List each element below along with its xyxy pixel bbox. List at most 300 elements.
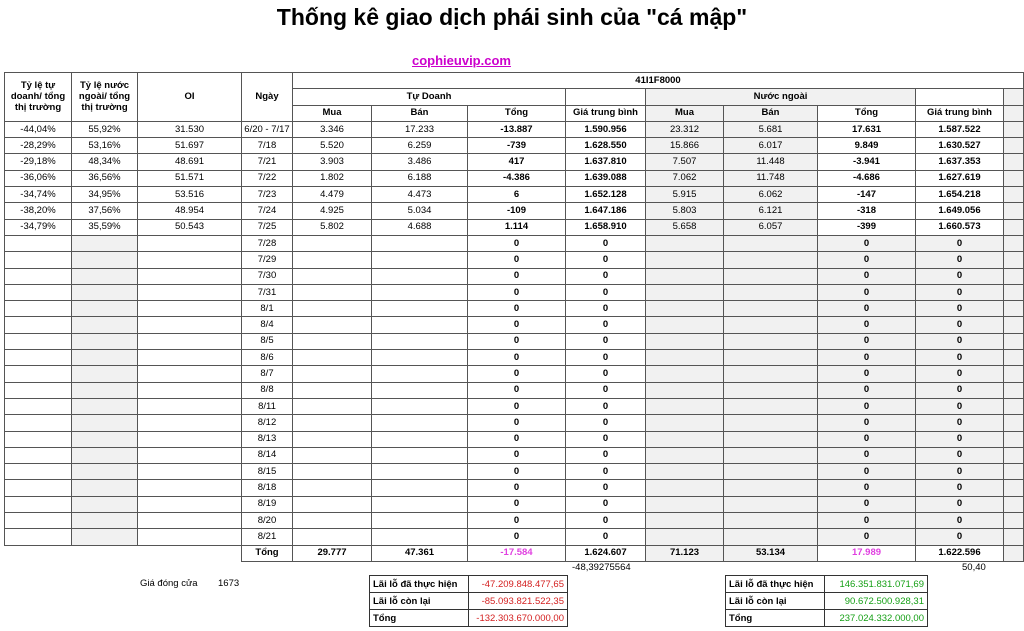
table-row bbox=[5, 317, 1024, 333]
cell-oi: 53.516 bbox=[138, 187, 242, 203]
cell-td-ratio bbox=[5, 350, 72, 366]
cell-td-mua: 4.925 bbox=[293, 203, 372, 219]
cell-td-ratio bbox=[5, 415, 72, 431]
cell-td-tong: 0 bbox=[468, 284, 566, 300]
cell-td-ratio bbox=[5, 382, 72, 398]
cell-date: 7/31 bbox=[242, 284, 293, 300]
cell-oi bbox=[138, 366, 242, 382]
cell-nn-ratio bbox=[72, 464, 138, 480]
cell-nn-ratio: 53,16% bbox=[72, 138, 138, 154]
cell-nn-ratio bbox=[72, 317, 138, 333]
cell-nn-mua bbox=[646, 235, 724, 251]
cell-nn-mua: 15.866 bbox=[646, 138, 724, 154]
pl-nn-remaining: 90.672.500.928,31 bbox=[825, 593, 928, 610]
cell-td-ban bbox=[372, 431, 468, 447]
cell-nn-gia: 1.587.522 bbox=[916, 121, 1004, 137]
cell-td-gia: 0 bbox=[566, 464, 646, 480]
table-row bbox=[5, 252, 1024, 268]
cell-td-mua bbox=[293, 415, 372, 431]
cell-nn-tong: -4.686 bbox=[818, 170, 916, 186]
cell-nn-tong: 0 bbox=[818, 447, 916, 463]
cell-td-ban bbox=[372, 252, 468, 268]
cell-nn-tong: -399 bbox=[818, 219, 916, 235]
cell-td-mua bbox=[293, 513, 372, 529]
cell-nn-ratio bbox=[72, 529, 138, 545]
pl-nuoc-ngoai bbox=[725, 575, 928, 627]
cell-overflow bbox=[1004, 447, 1024, 463]
cell-oi bbox=[138, 317, 242, 333]
cell-overflow bbox=[1004, 268, 1024, 284]
cell-td-tong: -4.386 bbox=[468, 170, 566, 186]
cell-overflow bbox=[1004, 235, 1024, 251]
cell-nn-gia: 1.637.353 bbox=[916, 154, 1004, 170]
table-row bbox=[5, 187, 1024, 203]
cell-nn-tong: 0 bbox=[818, 513, 916, 529]
cell-nn-mua bbox=[646, 350, 724, 366]
cell-nn-tong: 0 bbox=[818, 431, 916, 447]
header-nuoc-ngoai: Nước ngoài bbox=[646, 89, 916, 105]
cell-oi bbox=[138, 301, 242, 317]
cell-td-ban: 6.259 bbox=[372, 138, 468, 154]
cell-nn-gia: 0 bbox=[916, 366, 1004, 382]
cell-nn-gia: 0 bbox=[916, 529, 1004, 545]
cell-oi bbox=[138, 268, 242, 284]
cell-td-ratio: -34,74% bbox=[5, 187, 72, 203]
cell-td-mua: 1.802 bbox=[293, 170, 372, 186]
cell-nn-mua bbox=[646, 284, 724, 300]
total-nn-tong: 17.989 bbox=[818, 545, 916, 561]
cell-td-tong: 0 bbox=[468, 350, 566, 366]
cell-td-gia: 0 bbox=[566, 366, 646, 382]
cell-oi: 48.691 bbox=[138, 154, 242, 170]
cell-td-mua: 4.479 bbox=[293, 187, 372, 203]
table-row bbox=[5, 431, 1024, 447]
cell-td-mua bbox=[293, 284, 372, 300]
cell-nn-gia: 0 bbox=[916, 464, 1004, 480]
cell-td-gia: 0 bbox=[566, 317, 646, 333]
cell-nn-mua: 23.312 bbox=[646, 121, 724, 137]
total-td-mua: 29.777 bbox=[293, 545, 372, 561]
cell-nn-mua bbox=[646, 464, 724, 480]
cell-overflow bbox=[1004, 513, 1024, 529]
cell-nn-gia: 0 bbox=[916, 333, 1004, 349]
cell-nn-gia: 0 bbox=[916, 447, 1004, 463]
cell-td-ratio bbox=[5, 333, 72, 349]
pl-td-remaining-label: Lãi lỗ còn lại bbox=[370, 593, 469, 610]
cell-td-tong: -109 bbox=[468, 203, 566, 219]
table-row bbox=[5, 398, 1024, 414]
cell-nn-ban bbox=[724, 317, 818, 333]
cell-td-mua bbox=[293, 366, 372, 382]
table-row bbox=[5, 170, 1024, 186]
header-td-gia: Giá trung bình bbox=[566, 105, 646, 121]
cell-td-ban: 5.034 bbox=[372, 203, 468, 219]
cell-nn-gia: 0 bbox=[916, 252, 1004, 268]
cell-oi bbox=[138, 415, 242, 431]
cell-nn-tong: 0 bbox=[818, 382, 916, 398]
pl-nn-realized-label: Lãi lỗ đã thực hiện bbox=[726, 576, 825, 593]
cell-nn-mua bbox=[646, 333, 724, 349]
pl-nn-total-label: Tổng bbox=[726, 610, 825, 627]
cell-td-mua bbox=[293, 333, 372, 349]
cell-nn-ban bbox=[724, 268, 818, 284]
table-row bbox=[5, 301, 1024, 317]
cell-nn-mua: 5.803 bbox=[646, 203, 724, 219]
total-td-ban: 47.361 bbox=[372, 545, 468, 561]
cell-overflow bbox=[1004, 170, 1024, 186]
cell-td-ban bbox=[372, 464, 468, 480]
cell-nn-gia: 0 bbox=[916, 513, 1004, 529]
header-nn-gia: Giá trung bình bbox=[916, 105, 1004, 121]
cell-overflow bbox=[1004, 252, 1024, 268]
cell-nn-ratio: 55,92% bbox=[72, 121, 138, 137]
cell-nn-gia: 0 bbox=[916, 284, 1004, 300]
cell-nn-ratio bbox=[72, 333, 138, 349]
cell-td-tong: 6 bbox=[468, 187, 566, 203]
cell-date: 8/8 bbox=[242, 382, 293, 398]
cell-td-ban bbox=[372, 301, 468, 317]
cell-nn-tong: 0 bbox=[818, 398, 916, 414]
cell-td-gia: 0 bbox=[566, 382, 646, 398]
cell-td-tong: 0 bbox=[468, 333, 566, 349]
cell-nn-tong: 0 bbox=[818, 366, 916, 382]
cell-td-tong: 0 bbox=[468, 317, 566, 333]
cell-nn-mua bbox=[646, 415, 724, 431]
header-td-mua: Mua bbox=[293, 105, 372, 121]
cell-td-gia: 0 bbox=[566, 431, 646, 447]
cell-td-mua: 5.802 bbox=[293, 219, 372, 235]
cell-overflow bbox=[1004, 350, 1024, 366]
cell-date: 8/21 bbox=[242, 529, 293, 545]
cell-nn-tong: 0 bbox=[818, 350, 916, 366]
header-td-tong: Tổng bbox=[468, 105, 566, 121]
cell-nn-ratio bbox=[72, 235, 138, 251]
cell-overflow bbox=[1004, 529, 1024, 545]
cell-td-ratio bbox=[5, 252, 72, 268]
table-row bbox=[5, 496, 1024, 512]
cell-td-tong: -739 bbox=[468, 138, 566, 154]
cell-nn-ratio bbox=[72, 366, 138, 382]
cell-nn-ban bbox=[724, 333, 818, 349]
cell-date: 7/30 bbox=[242, 268, 293, 284]
table-row bbox=[5, 154, 1024, 170]
cell-td-ban bbox=[372, 235, 468, 251]
cell-td-ratio bbox=[5, 496, 72, 512]
cell-nn-ratio: 37,56% bbox=[72, 203, 138, 219]
cell-nn-ban bbox=[724, 301, 818, 317]
table-row bbox=[5, 333, 1024, 349]
cell-nn-ban bbox=[724, 252, 818, 268]
header-date: Ngày bbox=[242, 73, 293, 122]
header-contract: 41I1F8000 bbox=[293, 73, 1024, 89]
cell-td-gia: 0 bbox=[566, 513, 646, 529]
table-row bbox=[5, 235, 1024, 251]
cell-nn-gia: 0 bbox=[916, 496, 1004, 512]
cell-nn-ratio: 36,56% bbox=[72, 170, 138, 186]
cell-nn-tong: 0 bbox=[818, 317, 916, 333]
cell-nn-ratio bbox=[72, 350, 138, 366]
cell-td-ban bbox=[372, 284, 468, 300]
cell-td-mua bbox=[293, 496, 372, 512]
cell-nn-mua: 7.062 bbox=[646, 170, 724, 186]
cell-td-ban bbox=[372, 513, 468, 529]
table-row bbox=[5, 366, 1024, 382]
cell-td-tong: 0 bbox=[468, 235, 566, 251]
cell-nn-mua bbox=[646, 366, 724, 382]
cell-overflow bbox=[1004, 317, 1024, 333]
table-row bbox=[5, 284, 1024, 300]
cell-date: 6/20 - 7/17 bbox=[242, 121, 293, 137]
cell-nn-ban bbox=[724, 480, 818, 496]
cell-nn-mua bbox=[646, 529, 724, 545]
cell-nn-ban: 5.681 bbox=[724, 121, 818, 137]
cell-overflow bbox=[1004, 284, 1024, 300]
cell-td-ban bbox=[372, 415, 468, 431]
cell-td-ratio: -29,18% bbox=[5, 154, 72, 170]
cell-td-tong: 0 bbox=[468, 431, 566, 447]
cell-td-mua: 3.346 bbox=[293, 121, 372, 137]
cell-nn-ban bbox=[724, 398, 818, 414]
cell-nn-ban bbox=[724, 350, 818, 366]
cell-td-mua bbox=[293, 529, 372, 545]
total-nn-ban: 53.134 bbox=[724, 545, 818, 561]
cell-overflow bbox=[1004, 496, 1024, 512]
cell-nn-ratio: 48,34% bbox=[72, 154, 138, 170]
total-td-tong: -17.584 bbox=[468, 545, 566, 561]
cell-td-mua bbox=[293, 431, 372, 447]
cell-td-ratio bbox=[5, 268, 72, 284]
cell-oi bbox=[138, 513, 242, 529]
cell-nn-ban bbox=[724, 529, 818, 545]
cell-td-ratio: -38,20% bbox=[5, 203, 72, 219]
cell-date: 8/7 bbox=[242, 366, 293, 382]
cell-nn-tong: 0 bbox=[818, 496, 916, 512]
header-nn-mua: Mua bbox=[646, 105, 724, 121]
cell-td-ban bbox=[372, 447, 468, 463]
header-nn-ban: Bán bbox=[724, 105, 818, 121]
cell-nn-tong: -318 bbox=[818, 203, 916, 219]
cell-td-ratio bbox=[5, 366, 72, 382]
cell-nn-mua bbox=[646, 496, 724, 512]
table-row bbox=[5, 268, 1024, 284]
cell-overflow bbox=[1004, 464, 1024, 480]
cell-nn-ban bbox=[724, 447, 818, 463]
cell-nn-tong: 0 bbox=[818, 252, 916, 268]
cell-td-ban bbox=[372, 268, 468, 284]
pl-td-total-label: Tổng bbox=[370, 610, 469, 627]
cell-oi bbox=[138, 431, 242, 447]
cell-nn-ratio: 34,95% bbox=[72, 187, 138, 203]
cell-oi bbox=[138, 529, 242, 545]
cell-td-ratio: -28,29% bbox=[5, 138, 72, 154]
cell-date: 7/28 bbox=[242, 235, 293, 251]
cell-td-gia: 0 bbox=[566, 398, 646, 414]
pl-td-remaining: -85.093.821.522,35 bbox=[469, 593, 568, 610]
cell-td-gia: 0 bbox=[566, 447, 646, 463]
cell-date: 7/21 bbox=[242, 154, 293, 170]
cell-td-tong: 0 bbox=[468, 382, 566, 398]
cell-nn-mua: 5.658 bbox=[646, 219, 724, 235]
cell-oi bbox=[138, 350, 242, 366]
header-tu-doanh: Tự Doanh bbox=[293, 89, 566, 105]
cell-date: 8/19 bbox=[242, 496, 293, 512]
cell-td-ratio: -36,06% bbox=[5, 170, 72, 186]
cell-date: 8/5 bbox=[242, 333, 293, 349]
cell-nn-gia: 0 bbox=[916, 480, 1004, 496]
pl-nn-total: 237.024.332.000,00 bbox=[825, 610, 928, 627]
cell-overflow bbox=[1004, 415, 1024, 431]
cell-td-ban: 4.688 bbox=[372, 219, 468, 235]
header-td-ban: Bán bbox=[372, 105, 468, 121]
cell-td-ban bbox=[372, 317, 468, 333]
cell-nn-gia: 0 bbox=[916, 382, 1004, 398]
cell-date: 8/12 bbox=[242, 415, 293, 431]
cell-td-tong: 0 bbox=[468, 366, 566, 382]
cell-td-tong: 0 bbox=[468, 496, 566, 512]
cell-td-ban bbox=[372, 333, 468, 349]
header-td-ratio: Tỷ lệ tự doanh/ tổng thị trường bbox=[5, 73, 72, 122]
cell-td-mua: 5.520 bbox=[293, 138, 372, 154]
cell-date: 8/4 bbox=[242, 317, 293, 333]
cell-td-ratio bbox=[5, 480, 72, 496]
cell-td-mua bbox=[293, 252, 372, 268]
cell-date: 8/1 bbox=[242, 301, 293, 317]
cell-td-ban: 4.473 bbox=[372, 187, 468, 203]
cell-td-gia: 0 bbox=[566, 350, 646, 366]
table-row bbox=[5, 480, 1024, 496]
cell-overflow bbox=[1004, 121, 1024, 137]
cell-nn-ban: 6.121 bbox=[724, 203, 818, 219]
cell-oi: 50.543 bbox=[138, 219, 242, 235]
cell-oi: 51.571 bbox=[138, 170, 242, 186]
cell-td-ban bbox=[372, 480, 468, 496]
cell-nn-gia: 1.649.056 bbox=[916, 203, 1004, 219]
cell-overflow bbox=[1004, 382, 1024, 398]
cell-td-ratio bbox=[5, 301, 72, 317]
cell-td-mua bbox=[293, 350, 372, 366]
total-nn-mua: 71.123 bbox=[646, 545, 724, 561]
cell-td-gia: 0 bbox=[566, 284, 646, 300]
cell-overflow bbox=[1004, 203, 1024, 219]
cell-overflow bbox=[1004, 431, 1024, 447]
cell-nn-tong: 0 bbox=[818, 464, 916, 480]
table-row bbox=[5, 529, 1024, 545]
cell-nn-ban: 6.017 bbox=[724, 138, 818, 154]
cell-td-gia: 0 bbox=[566, 480, 646, 496]
cell-td-gia: 0 bbox=[566, 529, 646, 545]
cell-td-ratio bbox=[5, 398, 72, 414]
cell-oi bbox=[138, 333, 242, 349]
cell-td-gia: 0 bbox=[566, 415, 646, 431]
cell-oi: 48.954 bbox=[138, 203, 242, 219]
closing-price-label: Giá đóng cửa bbox=[140, 578, 198, 589]
pl-nn-realized: 146.351.831.071,69 bbox=[825, 576, 928, 593]
cell-date: 8/13 bbox=[242, 431, 293, 447]
pl-tu-doanh bbox=[369, 575, 568, 627]
cell-td-ban bbox=[372, 382, 468, 398]
cell-nn-tong: 0 bbox=[818, 480, 916, 496]
table-row bbox=[5, 513, 1024, 529]
cell-td-tong: 0 bbox=[468, 268, 566, 284]
cell-nn-ratio bbox=[72, 415, 138, 431]
cell-nn-mua bbox=[646, 317, 724, 333]
cell-nn-ban bbox=[724, 366, 818, 382]
cell-nn-ratio bbox=[72, 496, 138, 512]
cell-nn-mua bbox=[646, 480, 724, 496]
cell-td-ban: 17.233 bbox=[372, 121, 468, 137]
cell-td-gia: 1.637.810 bbox=[566, 154, 646, 170]
table-body bbox=[5, 121, 1024, 545]
cell-nn-ratio bbox=[72, 398, 138, 414]
cell-overflow bbox=[1004, 154, 1024, 170]
cell-overflow bbox=[1004, 219, 1024, 235]
cell-nn-gia: 1.630.527 bbox=[916, 138, 1004, 154]
cell-nn-ban bbox=[724, 431, 818, 447]
cell-td-tong: 0 bbox=[468, 252, 566, 268]
cell-oi bbox=[138, 447, 242, 463]
cell-overflow bbox=[1004, 187, 1024, 203]
cell-nn-tong: 9.849 bbox=[818, 138, 916, 154]
total-nn-gia: 1.622.596 bbox=[916, 545, 1004, 561]
table-row bbox=[5, 203, 1024, 219]
cell-td-gia: 0 bbox=[566, 252, 646, 268]
cell-nn-gia: 1.627.619 bbox=[916, 170, 1004, 186]
total-td-gia: 1.624.607 bbox=[566, 545, 646, 561]
cell-nn-ban: 11.748 bbox=[724, 170, 818, 186]
cell-date: 7/29 bbox=[242, 252, 293, 268]
cell-oi: 51.697 bbox=[138, 138, 242, 154]
cell-overflow bbox=[1004, 480, 1024, 496]
header-nn-tong: Tổng bbox=[818, 105, 916, 121]
cell-oi bbox=[138, 252, 242, 268]
cell-td-ratio bbox=[5, 464, 72, 480]
cell-td-tong: 0 bbox=[468, 415, 566, 431]
cell-td-tong: 0 bbox=[468, 513, 566, 529]
table-row bbox=[5, 138, 1024, 154]
table-row bbox=[5, 464, 1024, 480]
cell-td-mua bbox=[293, 398, 372, 414]
cell-nn-mua bbox=[646, 252, 724, 268]
cell-nn-ratio bbox=[72, 284, 138, 300]
cell-nn-mua bbox=[646, 382, 724, 398]
pl-td-total: -132.303.670.000,00 bbox=[469, 610, 568, 627]
cell-nn-mua bbox=[646, 268, 724, 284]
cell-td-ban bbox=[372, 398, 468, 414]
total-label: Tổng bbox=[242, 545, 293, 561]
pl-td-realized: -47.209.848.477,65 bbox=[469, 576, 568, 593]
cell-nn-mua bbox=[646, 447, 724, 463]
header-nn-ratio: Tỷ lệ nước ngoài/ tổng thị trường bbox=[72, 73, 138, 122]
cell-td-ban bbox=[372, 496, 468, 512]
cell-nn-ban bbox=[724, 382, 818, 398]
cell-td-gia: 0 bbox=[566, 496, 646, 512]
cell-nn-gia: 0 bbox=[916, 415, 1004, 431]
cell-nn-tong: 0 bbox=[818, 333, 916, 349]
cell-nn-tong: 0 bbox=[818, 415, 916, 431]
site-link[interactable]: cophieuvip.com bbox=[412, 53, 511, 68]
cell-date: 8/11 bbox=[242, 398, 293, 414]
cell-nn-ban bbox=[724, 415, 818, 431]
total-row bbox=[5, 545, 1024, 561]
cell-td-ban: 6.188 bbox=[372, 170, 468, 186]
table-row bbox=[5, 415, 1024, 431]
cell-td-ban bbox=[372, 366, 468, 382]
cell-td-mua bbox=[293, 447, 372, 463]
cell-nn-ratio bbox=[72, 480, 138, 496]
cell-date: 8/6 bbox=[242, 350, 293, 366]
cell-td-ratio: -34,79% bbox=[5, 219, 72, 235]
cell-td-ratio bbox=[5, 513, 72, 529]
